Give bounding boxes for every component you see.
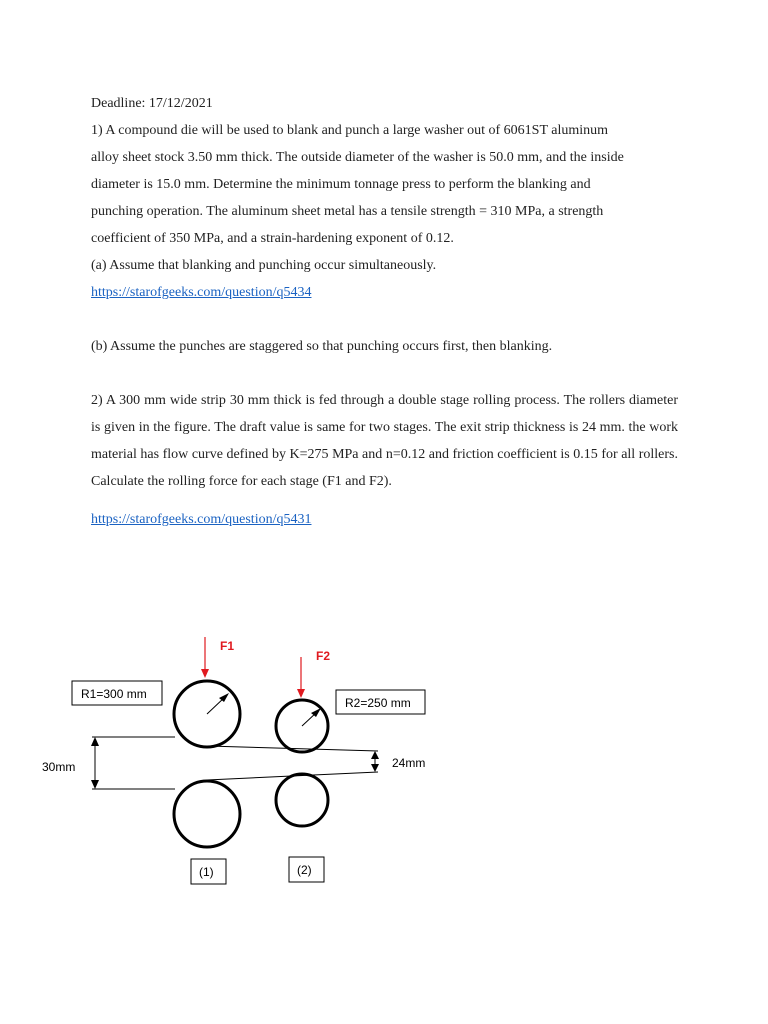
question-1-part-a: (a) Assume that blanking and punching occur simultaneously. [91,258,437,273]
exit-thickness-label: 24mm [392,756,426,770]
document-text [91,90,678,533]
force-label-f1: F1 [220,639,235,653]
question-2-link[interactable]: https://starofgeeks.com/question/q5431 [91,512,312,527]
entry-thickness-label: 30mm [42,760,76,774]
r1-label: R1=300 mm [81,687,147,701]
entry-thickness-dimension [91,737,99,789]
question-1 [91,117,678,360]
force-arrow-f1 [201,637,209,678]
rolling-figure [0,620,768,900]
roller-1-bottom [174,781,240,847]
question-1-line: coefficient of 350 MPa, and a strain-hardening exponent of 0.12. [91,231,454,246]
force-arrow-f2 [297,657,305,698]
question-1-line: punching operation. The aluminum sheet metal has a tensile strength = 310 MPa, a strength [91,204,604,219]
stage-1-label: (1) [199,865,214,879]
roller-2-bottom [276,774,328,826]
r2-label: R2=250 mm [345,696,411,710]
question-2-text: 2) A 300 mm wide strip 30 mm thick is fed through a double stage rolling process. The rollers diameter is given in the figure. The draft value is same for two stages. The exit strip thickness is 24 mm. the work material has flow curve defined by K=275 MPa and n=0.12 and friction coefficient is 0.15 for all rollers. Calculate the rolling force for each stage (F1 and F2). [91,393,678,489]
deadline-text: Deadline: 17/12/2021 [91,96,213,111]
strip-lines [92,737,378,789]
force-label-f2: F2 [316,649,331,663]
rolling-diagram [0,620,768,900]
question-1-link[interactable]: https://starofgeeks.com/question/q5434 [91,285,312,300]
radius-arrow-1 [207,693,229,714]
question-1-line: alloy sheet stock 3.50 mm thick. The outside diameter of the washer is 50.0 mm, and the inside [91,150,624,165]
question-1-line: diameter is 15.0 mm. Determine the minimum tonnage press to perform the blanking and [91,177,591,192]
question-1-part-b: (b) Assume the punches are staggered so that punching occurs first, then blanking. [91,339,553,354]
exit-thickness-dimension [371,751,379,772]
stage-2-label: (2) [297,863,312,877]
radius-arrow-2 [302,708,321,726]
question-1-line: 1) A compound die will be used to blank and punch a large washer out of 6061ST aluminum [91,123,609,138]
